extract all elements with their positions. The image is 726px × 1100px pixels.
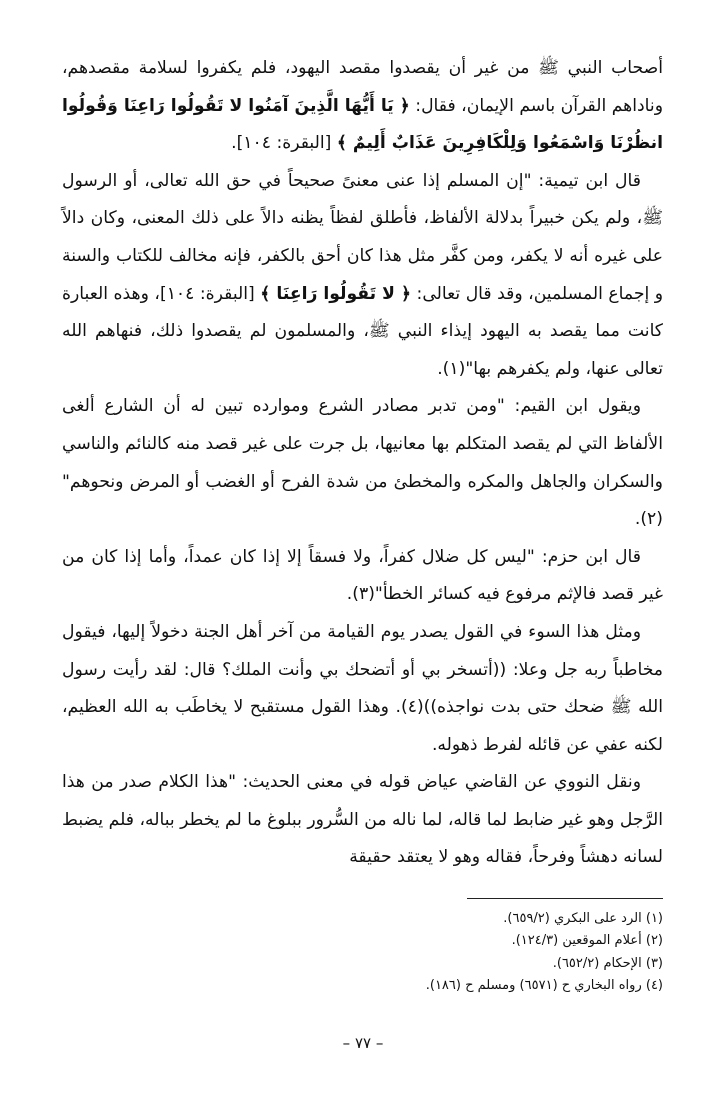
- paragraph: [62, 539, 663, 614]
- quran-verse: ﴿ يَا أَيُّهَا الَّذِينَ آمَنُوا لا تَقُولُوا رَاعِنَا وَقُولُوا انظُرْنَا وَاسْمَعُوا وَلِلْكَافِرِينَ عَذَابٌ أَلِيمٌ ﴾: [62, 95, 663, 154]
- footnote: (١) الرد على البكري (٦٥٩/٢).: [503, 911, 663, 926]
- footnote: (٤) رواه البخاري ح (٦٥٧١) ومسلم ح (١٨٦).: [425, 978, 663, 994]
- footnote: (٣) الإحكام (٦٥٢/٢).: [552, 955, 663, 971]
- paragraph: [62, 163, 663, 389]
- footnotes: [63, 908, 663, 998]
- paragraph: [62, 614, 663, 764]
- paragraph-text: ومثل هذا السوء في القول يصدر يوم القيامة من آخر أهل الجنة دخولاً إليها، فيقول مخاطباً ربه جل وعلا: ((أتسخر بي أو أتضحك بي وأنت الملك؟ قال: لقد رأيت رسول الله ﷺ ضحك حتى بدت نواجذه))(٤). وهذا القول مستقبح لا يخاطَب به الله العظيم، لكنه عفي عن قائله لفرط ذهوله.: [62, 621, 664, 755]
- paragraph-text: [البقرة: ١٠٤].: [231, 133, 337, 154]
- footnote-separator: [467, 898, 663, 899]
- paragraph-text: [البقرة: ١٠٤]، وهذه العبارة كانت مما يقصد به اليهود إيذاء النبي ﷺ، والمسلمون لم يقصدوا ذلك، فنهاهم الله تعالى عنها، ولم يكفرهم بها"(١).: [62, 283, 663, 379]
- paragraph-text: قال ابن تيمية: "إن المسلم إذا عنى معنىً صحيحاً في حق الله تعالى، أو الرسول ﷺ، ولم يكن خبيراً بدلالة الألفاظ، فأطلق لفظاً يظنه دالاً على ذلك المعنى، وكان دالاً على غيره أنه لا يكفر، ومن كفَّر مثل هذا كان أحق بالكفر، فإنه مخالف للكتاب والسنة و إجماع المسلمين، وقد قال تعالى:: [62, 170, 664, 304]
- paragraph-text: ويقول ابن القيم: "ومن تدبر مصادر الشرع وموارده تبين له أن الشارع ألغى الألفاظ التي لم يقصد المتكلم بها معانيها، بل جرت على غير قصد منه كالنائم والناسي والسكران والجاهل والمكره والمخطئ من شدة الفرح أو الغضب أو المرض ونحوهم"(٢).: [62, 396, 663, 530]
- page-number: – ٧٧ –: [342, 1034, 384, 1052]
- quran-verse: ﴿ لا تَقُولُوا رَاعِنَا ﴾: [260, 283, 412, 304]
- paragraph-text: قال ابن حزم: "ليس كل ضلال كفراً، ولا فسقاً إلا إذا كان عمداً، وأما إذا كان من غير قصد فالإثم مرفوع فيه كسائر الخطأ"(٣).: [62, 546, 663, 605]
- paragraph-text: أصحاب النبي ﷺ من غير أن يقصدوا مقصد اليهود، فلم يكفروا لسلامة مقصدهم، وناداهم القرآن باسم الإيمان، فقال:: [62, 58, 663, 116]
- paragraph-text: ونقل النووي عن القاضي عياض قوله في معنى الحديث: "هذا الكلام صدر من هذا الرَّجل وهو غير ضابط لما قاله، لما ناله من السُّرور ببلوغ ما لم يخطر بباله، فلم يضبط لسانه دهشاً وفرحاً، فقاله وهو لا يعتقد حقيقة: [62, 772, 663, 868]
- paragraph: [62, 388, 663, 538]
- paragraph: [62, 50, 663, 163]
- body-text: [62, 50, 663, 877]
- footnote: (٢) أعلام الموقعين (١٢٤/٣).: [511, 933, 663, 949]
- paragraph: [62, 764, 663, 877]
